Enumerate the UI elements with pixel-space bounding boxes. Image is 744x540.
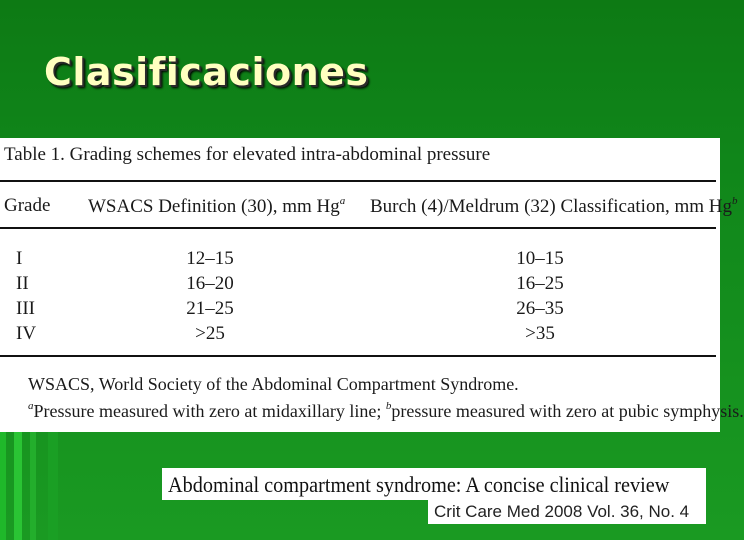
burch-cell: >35 bbox=[525, 323, 555, 344]
footnote-pressure bbox=[28, 400, 744, 422]
header-grade: Grade bbox=[4, 195, 51, 216]
footnote-a-text: Pressure measured with zero at midaxillary line; bbox=[33, 401, 386, 421]
slide-title: Clasificaciones bbox=[44, 50, 369, 94]
citation-box bbox=[428, 500, 706, 524]
footnote-b-text: pressure measured with zero at pubic symphysis. bbox=[391, 401, 744, 421]
header-burch-label: Burch (4)/Meldrum (32) Classification, mm Hg bbox=[370, 196, 732, 217]
footnote-mark-a: a bbox=[28, 400, 34, 412]
grade-cell: II bbox=[16, 273, 29, 294]
grade-cell: I bbox=[16, 248, 23, 269]
table-rule-bottom bbox=[0, 355, 716, 357]
header-wsacs-label: WSACS Definition (30), mm Hg bbox=[88, 196, 340, 217]
table-row bbox=[0, 323, 720, 347]
table-row bbox=[0, 248, 720, 272]
table-rule-header bbox=[0, 227, 716, 229]
header-wsacs bbox=[88, 195, 345, 218]
table-row bbox=[0, 298, 720, 322]
wsacs-cell: 16–20 bbox=[186, 273, 234, 294]
burch-cell: 10–15 bbox=[516, 248, 564, 269]
burch-cell: 16–25 bbox=[516, 273, 564, 294]
reference-title: Abdominal compartment syndrome: A concise clinical review bbox=[168, 472, 670, 497]
citation: Crit Care Med 2008 Vol. 36, No. 4 bbox=[434, 502, 690, 521]
grade-cell: III bbox=[16, 298, 35, 319]
grading-table bbox=[0, 138, 744, 432]
table-row bbox=[0, 273, 720, 297]
header-wsacs-footnote-mark: a bbox=[339, 195, 346, 207]
burch-cell: 26–35 bbox=[516, 298, 564, 319]
header-burch bbox=[370, 195, 738, 218]
grade-cell: IV bbox=[16, 323, 37, 344]
table-rule-top bbox=[0, 180, 716, 182]
wsacs-cell: >25 bbox=[195, 323, 225, 344]
footnote-mark-b: b bbox=[385, 400, 392, 412]
decorative-stripes bbox=[0, 432, 70, 540]
wsacs-cell: 21–25 bbox=[186, 298, 234, 319]
table-caption: Table 1. Grading schemes for elevated intra-abdominal pressure bbox=[4, 144, 491, 165]
wsacs-cell: 12–15 bbox=[186, 248, 234, 269]
header-burch-footnote-mark: b bbox=[732, 195, 738, 207]
footnote-abbreviation: WSACS, World Society of the Abdominal Compartment Syndrome. bbox=[28, 374, 519, 394]
reference-title-box bbox=[162, 468, 706, 500]
